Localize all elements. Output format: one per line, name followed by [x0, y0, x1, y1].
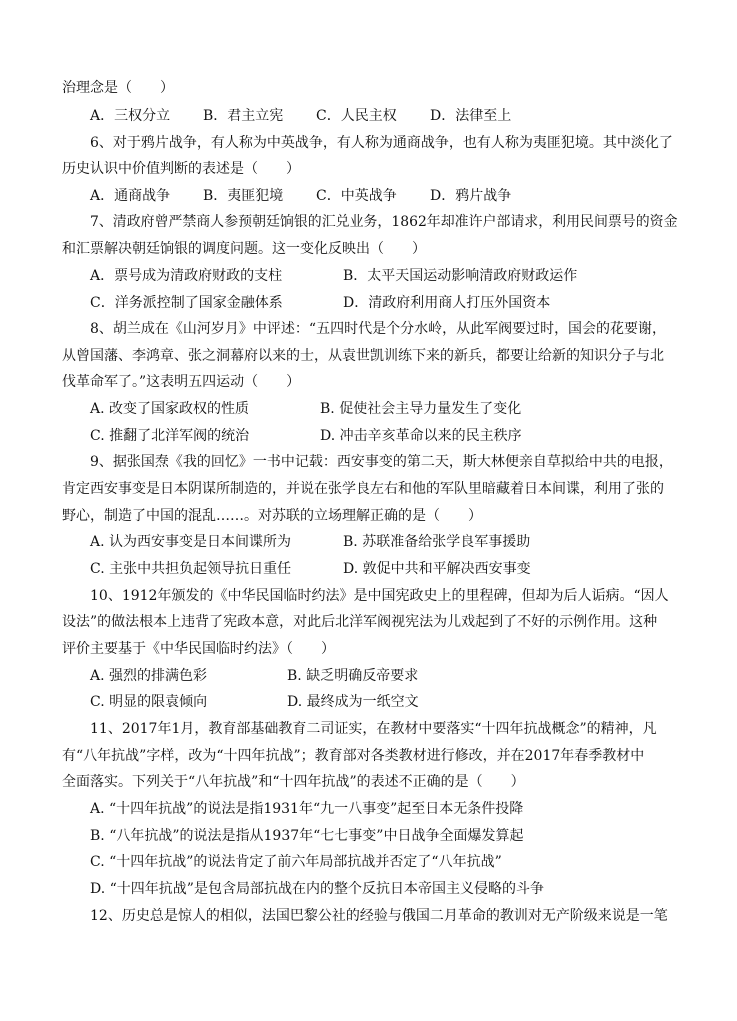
q11-stem-line1: 11、2017年1月，教育部基础教育二司证实，在教材中要落实“十四年抗战概念”的精神，凡 [90, 721, 657, 737]
q6-option-d: D．鸦片战争 [430, 188, 512, 204]
q7-option-c: C．洋务派控制了国家金融体系 [90, 295, 283, 311]
q5-option-b: B．君主立宪 [203, 108, 284, 124]
q6-option-c: C．中英战争 [316, 188, 397, 204]
q8-option-d: D. 冲击辛亥革命以来的民主秩序 [320, 428, 522, 444]
q9-option-a: A. 认为西安事变是日本间谍所为 [90, 534, 292, 550]
q9-stem-line3: 野心，制造了中国的混乱……。对苏联的立场理解正确的是（ ） [62, 508, 482, 524]
q8-stem-line1: 8、胡兰成在《山河岁月》中评述：“五四时代是个分水岭，从此军阀要过时，国会的花要谢， [90, 321, 667, 337]
q10-stem-line3: 评价主要基于《中华民国临时约法》（ ） [62, 641, 335, 657]
q7-option-b: B．太平天国运动影响清政府财政运作 [343, 268, 578, 284]
q11-stem-line2: 有“八年抗战”字样，改为“十四年抗战”；教育部对各类教材进行修改，并在2017年春季教材中 [62, 748, 645, 764]
q8-stem-line2: 从曾国藩、李鸿章、张之洞幕府以来的士，从袁世凯训练下来的新兵，都要让给新的知识分子与北 [62, 348, 664, 364]
q10-stem-line1: 10、1912年颁发的《中华民国临时约法》是中国宪政史上的里程碑，但却为后人诟病。“因人 [90, 588, 669, 604]
q11-option-d: D. “十四年抗战”是包含局部抗战在内的整个反抗日本帝国主义侵略的斗争 [90, 881, 544, 897]
q11-option-c: C. “十四年抗战”的说法肯定了前六年局部抗战并否定了“八年抗战” [90, 854, 502, 870]
q8-stem-line3: 伐革命军了。”这表明五四运动（ ） [62, 374, 301, 390]
q7-option-d: D．清政府利用商人打压外国资本 [343, 295, 551, 311]
q10-option-c: C. 明显的限袁倾向 [90, 694, 208, 710]
q8-option-a: A. 改变了国家政权的性质 [90, 401, 250, 417]
q10-option-a: A. 强烈的排满色彩 [90, 668, 208, 684]
q5-option-c: C．人民主权 [316, 108, 397, 124]
q11-option-a: A. “十四年抗战”的说法是指1931年“九一八事变”起至日本无条件投降 [90, 801, 524, 817]
q11-stem-line3: 全面落实。下列关于“八年抗战”和“十四年抗战”的表述不正确的是（ ） [62, 774, 525, 790]
q6-option-b: B．夷匪犯境 [203, 188, 284, 204]
q9-option-b: B. 苏联准备给张学良军事援助 [343, 534, 531, 550]
q9-stem-line1: 9、据张国焘《我的回忆》一书中记载：西安事变的第二天，斯大林便亲自草拟给中共的电报， [90, 454, 673, 470]
q6-stem-line1: 6、对于鸦片战争，有人称为中英战争，有人称为通商战争，也有人称为夷匪犯境。其中淡化了 [90, 135, 673, 151]
q6-option-a: A．通商战争 [90, 188, 171, 204]
q10-option-b: B. 缺乏明确反帝要求 [287, 668, 419, 684]
q10-stem-line2: 设法”的做法根本上违背了宪政本意，对此后北洋军阀视宪法为儿戏起到了不好的示例作用。这种 [62, 614, 658, 630]
q6-stem-line2: 历史认识中价值判断的表述是（ ） [62, 161, 300, 177]
q5-stem-tail: 治理念是（ ） [62, 80, 174, 96]
q5-option-d: D．法律至上 [430, 108, 512, 124]
q9-option-d: D. 敦促中共和平解决西安事变 [343, 561, 531, 577]
q11-option-b: B. “八年抗战”的说法是指从1937年“七七事变”中日战争全面爆发算起 [90, 828, 524, 844]
q9-option-c: C. 主张中共担负起领导抗日重任 [90, 561, 292, 577]
q8-option-c: C. 推翻了北洋军阀的统治 [90, 428, 250, 444]
q7-stem-line2: 和汇票解决朝廷饷银的调度问题。这一变化反映出（ ） [62, 241, 426, 257]
q7-stem-line1: 7、清政府曾严禁商人参预朝廷饷银的汇兑业务，1862年却准许户部请求，利用民间票号的资金 [90, 214, 678, 230]
q9-stem-line2: 肯定西安事变是日本阴谋所制造的，并说在张学良左右和他的军队里暗藏着日本间谍，利用了张的 [62, 481, 664, 497]
q7-option-a: A．票号成为清政府财政的支柱 [90, 268, 283, 284]
q10-option-d: D. 最终成为一纸空文 [287, 694, 419, 710]
q5-option-a: A．三权分立 [90, 108, 171, 124]
q8-option-b: B. 促使社会主导力量发生了变化 [320, 401, 522, 417]
q12-stem-line1: 12、历史总是惊人的相似，法国巴黎公社的经验与俄国二月革命的教训对无产阶级来说是一笔 [90, 908, 668, 924]
